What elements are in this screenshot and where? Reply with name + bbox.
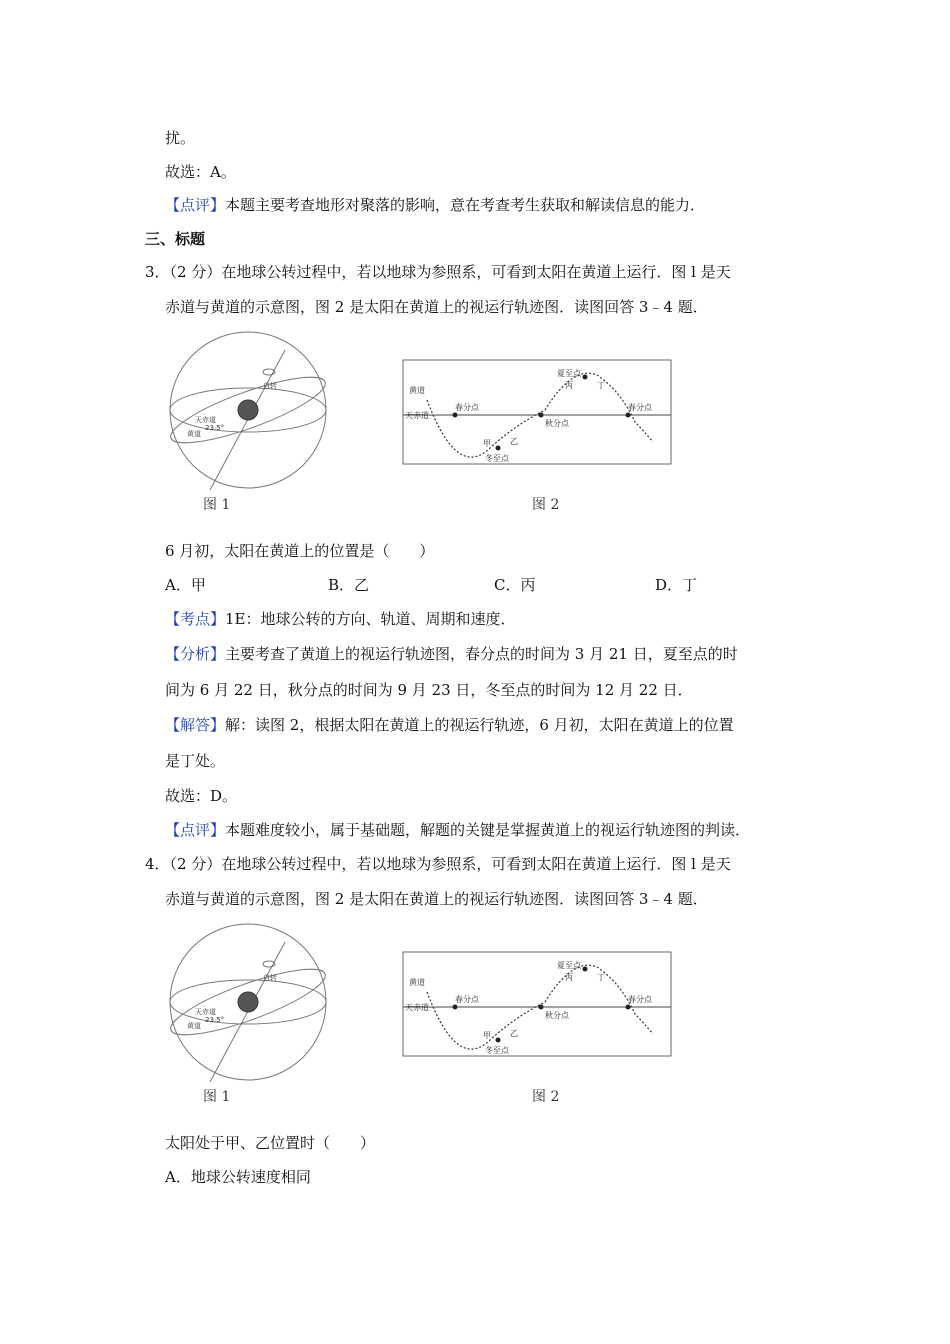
label-ding-b: 丁 [597,973,605,982]
label-bing-b: 丙 [565,973,573,982]
label-jia: 甲 [483,439,491,448]
label-xiazhi: 夏至点 [557,369,581,378]
figure-block-2 [165,922,685,1112]
text-line: 故选：A。 [165,163,236,181]
label-yi: 乙 [510,437,518,446]
jieda-line-2: 是丁处。 [165,752,226,770]
figure-svg-2 [165,922,685,1112]
label-dongzhi-b: 冬至点 [485,1046,509,1055]
label-jia-b: 甲 [483,1031,491,1040]
option-b[interactable]: B．乙 [328,576,370,594]
label-chunfen-2b: 春分点 [628,995,652,1004]
option-a[interactable]: A．甲 [165,576,206,594]
label-tianchidao: 天赤道 [195,416,216,424]
label-zizhuan-b: 自转 [263,974,277,982]
figure-2-caption: 图 2 [532,497,560,513]
label-angle: 23.5° [205,424,225,432]
fenxi-tag: 【分析】 [165,645,226,663]
label-dongzhi: 冬至点 [485,454,509,463]
kaodian-line [165,609,516,629]
text-line: 扰。 [165,129,196,147]
figure-2-caption-2: 图 2 [532,1089,560,1105]
section-heading: 三、标题 [145,230,206,248]
label-qiufen-b: 秋分点 [545,1011,569,1020]
option-d[interactable]: D．丁 [655,576,698,594]
kaodian-text: 1E：地球公转的方向、轨道、周期和速度． [225,610,516,628]
label-zizhuan: 自转 [263,382,277,390]
label-qiufen: 秋分点 [545,419,569,428]
ecliptic-track-figure-2 [403,952,671,1056]
label-angle-b: 23.5° [205,1016,225,1024]
figure-1-caption-2: 图 1 [203,1089,231,1105]
comment-tag: 【点评】 [165,196,226,214]
label-huangdao-2: 黄道 [409,386,425,395]
figure-svg [165,330,685,520]
label-tianchidao-2: 天赤道 [405,411,429,420]
label-xiazhi-b: 夏至点 [557,961,581,970]
fenxi-line-1 [165,644,738,664]
question-3-line-2: 赤道与黄道的示意图，图 2 是太阳在黄道上的视运行轨迹图．读图回答 3﹣4 题． [165,298,708,316]
question-4-option-a[interactable]: A．地球公转速度相同 [165,1168,311,1186]
label-chunfen-1: 春分点 [455,403,479,412]
figure-1-caption: 图 1 [203,497,231,513]
question-4-stem: 太阳处于甲、乙位置时（ ） [165,1134,376,1152]
comment-line [165,195,705,215]
label-tianchidao-2b: 天赤道 [405,1003,429,1012]
kaodian-tag: 【考点】 [165,610,226,628]
celestial-sphere-figure [165,332,331,490]
label-huangdao-2b: 黄道 [409,978,425,987]
comment-text-2: 本题难度较小，属于基础题，解题的关键是掌握黄道上的视运行轨迹图的判读． [225,821,751,839]
comment-line-2 [165,820,750,840]
ecliptic-track-figure [403,360,671,464]
jieda-tag: 【解答】 [165,716,226,734]
question-4-line-1: 4．（2 分）在地球公转过程中，若以地球为参照系，可看到太阳在黄道上运行．图 l 是天 [145,855,731,873]
jieda-text-1: 解：读图 2，根据太阳在黄道上的视运行轨迹，6 月初，太阳在黄道上的位置 [225,716,734,734]
answer-line: 故选：D。 [165,787,238,805]
label-huangdao: 黄道 [187,430,201,438]
question-3-stem: 6 月初，太阳在黄道上的位置是（ ） [165,542,435,560]
label-bing: 丙 [565,381,573,390]
comment-text: 本题主要考查地形对聚落的影响，意在考查考生获取和解读信息的能力． [225,196,706,214]
label-huangdao-b: 黄道 [187,1022,201,1030]
fenxi-line-2: 间为 6 月 22 日，秋分点的时间为 9 月 23 日，冬至点的时间为 12 月 22 日． [165,681,693,699]
figure-block-1 [165,330,685,520]
label-tianchidao-b: 天赤道 [195,1008,216,1016]
celestial-sphere-figure-2 [165,924,331,1082]
comment-tag-2: 【点评】 [165,821,226,839]
question-3-line-1: 3．（2 分）在地球公转过程中，若以地球为参照系，可看到太阳在黄道上运行．图 l 是天 [145,263,731,281]
question-4-line-2: 赤道与黄道的示意图，图 2 是太阳在黄道上的视运行轨迹图．读图回答 3﹣4 题． [165,890,708,908]
label-ding: 丁 [597,381,605,390]
fenxi-text-1: 主要考查了黄道上的视运行轨迹图，春分点的时间为 3 月 21 日，夏至点的时 [225,645,738,663]
label-chunfen-2: 春分点 [628,403,652,412]
label-chunfen-1b: 春分点 [455,995,479,1004]
option-c[interactable]: C．丙 [494,576,536,594]
jieda-line-1 [165,715,734,735]
label-yi-b: 乙 [510,1029,518,1038]
